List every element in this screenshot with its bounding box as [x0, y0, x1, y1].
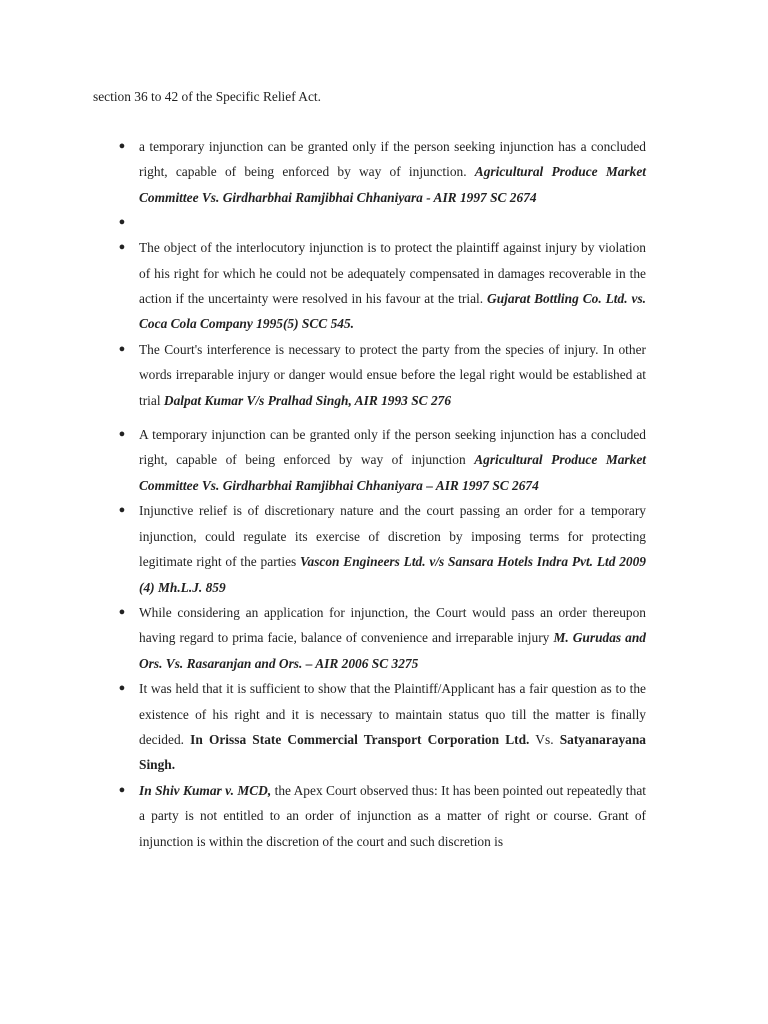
citation-text: Satyanarayana Singh. — [139, 731, 646, 773]
bullet-item — [118, 210, 646, 235]
bullet-item — [118, 422, 646, 498]
bullet-dot-icon: ● — [118, 682, 126, 695]
intro-line: section 36 to 42 of the Specific Relief Act. — [93, 89, 321, 104]
bullet-item — [118, 337, 646, 413]
bullet-text: The Court's interference is necessary to protect the party from the species of injury. In other words irreparable injury or danger would ensue before the legal right would be established at trial — [139, 341, 646, 408]
citation-text: Dalpat Kumar V/s Pralhad Singh, AIR 1993 SC 276 — [163, 392, 452, 408]
bullet-dot-icon: ● — [118, 428, 126, 441]
bullet-item — [118, 600, 647, 676]
bullet-list — [118, 134, 647, 854]
citation-text: In Orissa State Commercial Transport Corporation Ltd. — [190, 731, 530, 747]
bullet-text: Vs. — [529, 731, 560, 747]
citation-text: Gujarat Bottling Co. Ltd. vs. Coca Cola Company 1995(5) SCC 545. — [139, 291, 647, 332]
bullet-item — [118, 235, 647, 337]
bullet-text: the Apex Court observed thus: It has been pointed out repeatedly that a party is not entitled to an order of injunction as a matter of right or course. Grant of injunction is within the discretion of the court and such discretion is — [139, 782, 646, 849]
citation-text: Agricultural Produce Market Committee Vs. Girdharbhai Ramjibhai Chhaniyara - AIR 1997 SC 2674 — [139, 164, 646, 205]
citation-text: Agricultural Produce Market Committee Vs. Girdharbhai Ramjibhai Chhaniyara – AIR 1997 SC 2674 — [139, 452, 646, 493]
citation-text: M. Gurudas and Ors. Vs. Rasaranjan and Ors. – AIR 2006 SC 3275 — [139, 630, 647, 671]
bullet-text: a temporary injunction can be granted only if the person seeking injunction has a concluded right, capable of being enforced by way of injunction. — [139, 139, 646, 180]
bullet-dot-icon: ● — [118, 783, 126, 796]
bullet-dot-icon: ● — [118, 216, 126, 229]
bullet-item — [118, 498, 646, 600]
bullet-item — [118, 134, 646, 210]
bullet-dot-icon: ● — [118, 504, 126, 517]
bullet-dot-icon: ● — [118, 140, 126, 152]
bullet-item — [118, 778, 646, 854]
bullet-dot-icon: ● — [118, 342, 126, 355]
bullet-dot-icon: ● — [118, 605, 126, 618]
bullet-text: Injunctive relief is of discretionary nature and the court passing an order for a temporary injunction, could regulate its exercise of discretion by imposing terms for protecting legitimate right of the parties — [139, 503, 646, 570]
bullet-text: It was held that it is sufficient to show that the Plaintiff/Applicant has a fair question as to the existence of his right and it is necessary to maintain status quo till the matter is finally decided. — [139, 681, 646, 747]
bullet-item — [118, 676, 646, 778]
citation-text: In Shiv Kumar v. MCD, — [139, 782, 272, 798]
bullet-dot-icon: ● — [118, 241, 126, 254]
bullet-text: A temporary injunction can be granted only if the person seeking injunction has a concluded right, capable of being enforced by way of injunction — [139, 427, 646, 468]
bullet-text: While considering an application for injunction, the Court would pass an order thereupon having regard to prima facie, balance of convenience and irreparable injury — [139, 604, 646, 646]
citation-text: Vascon Engineers Ltd. v/s Sansara Hotels Indra Pvt. Ltd 2009 (4) Mh.L.J. 859 — [139, 554, 646, 595]
bullet-text: The object of the interlocutory injunction is to protect the plaintiff against injury by violation of his right for which he could not be adequately compensated in damages recoverable in the action if the uncertainty were resolved in his favour at the trial. — [139, 240, 646, 307]
